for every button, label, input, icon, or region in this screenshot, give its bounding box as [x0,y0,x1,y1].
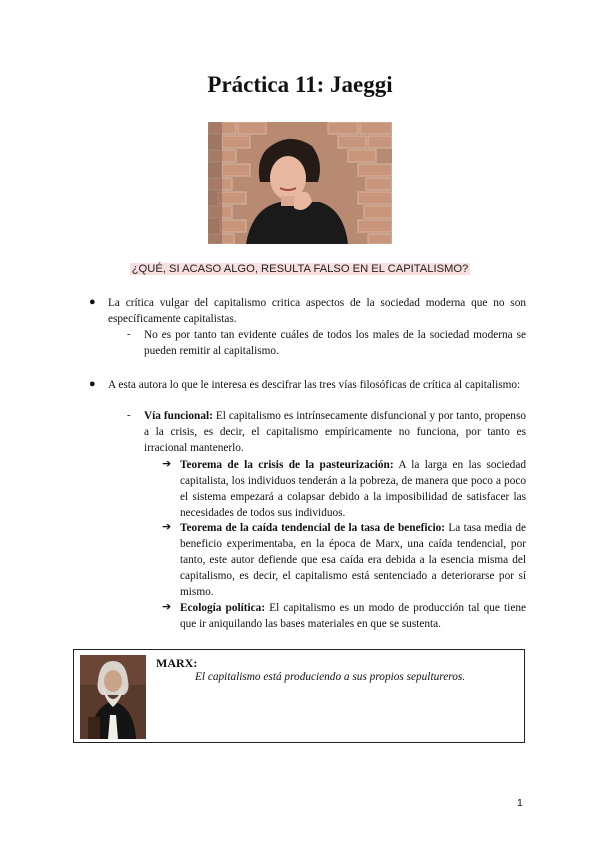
bullet-icon: ● [89,296,96,308]
arrow-icon: ➔ [162,600,172,613]
bullet-icon: ● [89,378,96,390]
page-title: Práctica 11: Jaeggi [207,72,393,97]
dash-icon: - [127,409,131,421]
teorema-caida-text: La tasa media de beneficio experimentaba, en la época de Marx, una caída tendencial, por tanto, este autor defiende que esa caída era debida a la esencia misma del capitalismo, es decir, el capitalismo está sentenciado a deteriorarse por sí mismo. [180,522,526,598]
paragraph-teorema-caida [180,520,526,600]
author-photo [208,122,392,244]
teorema-caida-label: Teorema de la caída tendencial de la tasa de beneficio: [180,522,446,534]
arrow-icon: ➔ [162,457,172,470]
marx-portrait [80,655,146,739]
paragraph-ecologia-politica [180,600,526,632]
paragraph-critica-vulgar: La crítica vulgar del capitalismo critica aspectos de la sociedad moderna que no son específicamente capitalistas. [108,297,526,325]
paragraph-teorema-crisis [180,457,526,521]
section-heading [0,263,600,275]
via-funcional-label: Vía funcional: [144,410,213,422]
ecologia-politica-label: Ecología política: [180,602,266,614]
quote-author: MARX: [156,656,198,670]
paragraph-tres-vias: A esta autora lo que le interesa es descifrar las tres vías filosóficas de crítica al capitalismo: [108,379,521,391]
quote-box [73,649,525,743]
teorema-crisis-label: Teorema de la crisis de la pasteurización: [180,459,394,471]
ecologia-politica-text: El capitalismo es un modo de producción tal que tiene que ir aniquilando las bases materiales en que se sustenta. [180,602,526,630]
paragraph-via-funcional [144,408,526,456]
page-number: 1 [517,797,523,809]
via-funcional-text: El capitalismo es intrínsecamente disfuncional y por tanto, propenso a la crisis, es decir, el capitalismo empíricamente no funciona, por tanto es irracional mantenerlo. [144,410,526,454]
dash-icon: - [127,328,131,340]
arrow-icon: ➔ [162,520,172,533]
paragraph-males-sociedad: No es por tanto tan evidente cuáles de todos los males de la sociedad moderna se pueden remitir al capitalismo. [144,329,526,357]
section-heading-text: ¿QUÉ, SI ACASO ALGO, RESULTA FALSO EN EL CAPITALISMO? [131,263,469,275]
quote-text: El capitalismo está produciendo a sus propios sepultureros. [195,671,466,683]
teorema-crisis-text: A la larga en las sociedad capitalista, los individuos tenderán a la pobreza, de manera que poco a poco el sistema empezará a colapsar debido a la imposibilidad de satisfacer las necesidades de todos sus individuos. [180,459,526,519]
